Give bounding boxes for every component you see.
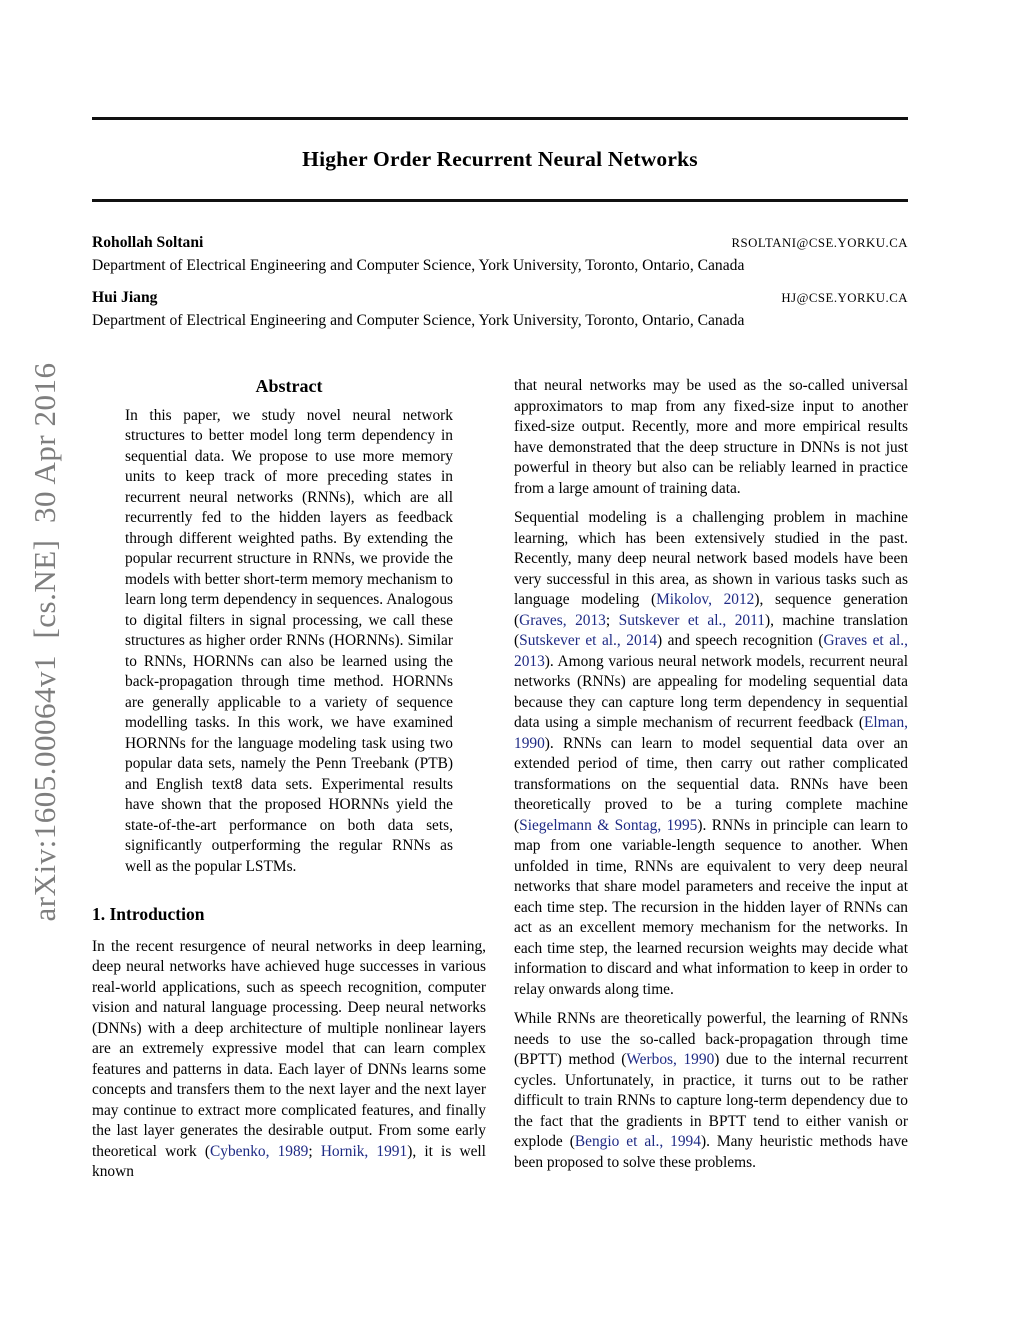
text-run: ), it is well known <box>92 1142 486 1180</box>
text-run: In this paper, we study novel neural network structures to better model long term dependency in sequential data. We propose to use more memory units to keep track of more preceding states in recurrent neural networks (RNNs), which are all recurrently fed to the hidden layers as feedback through different weighted paths. By extending the popular recurrent structure in RNNs, we provide the models with better short-term memory mechanism to learn long term dependency in sequences. Analogous to digital filters in signal processing, we call these structures as higher order RNNs (HORNNs). Similar to RNNs, HORNNs can also be learned using the back-propagation through time method. HORNNs are generally applicable to a variety of sequence modelling tasks. In this work, we have examined HORNNs for the language modeling task using two popular data sets, namely the Penn Treebank (PTB) and English text8 data sets. Experimental results have shown that the proposed HORNNs yield the state-of-the-art performance on both data sets, significantly outperforming the regular RNNs as well as the popular LSTMs. <box>125 406 453 875</box>
text-run: ). Among various neural network models, recurrent neural networks (RNNs) are appealing for modeling sequential data because they can capture long term dependency in sequential data using a simple mechanism of recurrent feedback ( <box>514 652 908 731</box>
citation-link[interactable]: Bengio et al., 1994 <box>574 1133 701 1150</box>
author-affiliation: Department of Electrical Engineering and Computer Science, York University, Toronto, Ontario, Canada <box>92 312 745 329</box>
text-run: ; <box>308 1142 321 1160</box>
paragraph <box>125 406 453 878</box>
author-name: Rohollah Soltani <box>92 234 204 251</box>
citation-link[interactable]: Siegelmann & Sontag, 1995 <box>519 816 698 834</box>
citation-link[interactable]: Graves, 2013 <box>519 611 606 629</box>
text-run: ). RNNs in principle can learn to map from one variable-length sequence to another. When unfolded in time, RNNs are equivalent to very deep neural networks that share model parameters and receive the input at each time step. The recursion in the hidden layer of RNNs can act as an excellent memory mechanism for the networks. In each time step, the learned recursion weights may decide what information to discard and what information to keep in order to relay onwards along time. <box>514 816 909 998</box>
arxiv-watermark: arXiv:1605.00064v1 [cs.NE] 30 Apr 2016 <box>27 362 62 922</box>
text-run: While RNNs are theoretically powerful, the learning of RNNs needs to use the so-called back-propagation through time (BPTT) method ( <box>514 1010 908 1068</box>
author-affiliation: Department of Electrical Engineering and Computer Science, York University, Toronto, Ontario, Canada <box>92 257 745 274</box>
abstract-text <box>92 406 486 878</box>
author-name: Hui Jiang <box>92 289 158 306</box>
title-rule-bottom <box>92 199 908 202</box>
author-group <box>92 289 908 330</box>
text-run: Sequential modeling is a challenging problem in machine learning, which has been extensively studied in the past. Recently, many deep neural network based models have been very successful in this area, as shown in various tasks such as language modeling ( <box>514 509 908 608</box>
text-run: ), sequence generation ( <box>514 591 908 629</box>
right-column-text <box>514 376 908 1173</box>
abstract-heading: Abstract <box>255 376 323 396</box>
paper-content <box>92 0 908 1183</box>
text-run: ). Many heuristic methods have been proposed to solve these problems. <box>514 1133 908 1171</box>
text-run: ), machine translation ( <box>514 611 908 649</box>
citation-link[interactable]: Sutskever et al., 2014 <box>519 632 658 649</box>
text-run: that neural networks may be used as the so-called universal approximators to map from any fixed-size input to another fixed-size output. Recently, more and more empirical results have demonstrated that the deep structure in DNNs is not just powerful in theory but also can be reliably learned in practice from a large amount of training data. <box>514 377 908 497</box>
text-run: ; <box>605 611 619 629</box>
paper-title: Higher Order Recurrent Neural Networks <box>302 147 698 171</box>
two-column-body <box>92 376 908 1183</box>
citation-link[interactable]: Cybenko, 1989 <box>210 1142 309 1160</box>
paragraph <box>514 376 908 499</box>
left-column <box>92 376 486 1183</box>
text-run: ). RNNs can learn to model sequential data over an extended period of time, then carry out rather complicated transformations on the sequential data. RNNs have been theoretically proved to be a turing complete machine ( <box>514 734 908 834</box>
paragraph <box>514 508 908 1000</box>
author-row <box>92 289 908 307</box>
text-run: ) and speech recognition ( <box>657 632 824 649</box>
citation-link[interactable]: Graves et al., 2013 <box>514 632 909 670</box>
citation-link[interactable]: Sutskever et al., 2011 <box>618 611 765 629</box>
paragraph <box>92 937 486 1183</box>
introduction-text <box>92 937 486 1183</box>
citation-link[interactable]: Werbos, 1990 <box>626 1051 715 1068</box>
author-email: HJ@CSE.YORKU.CA <box>781 291 908 305</box>
right-column <box>514 376 908 1183</box>
section-heading-introduction: 1. Introduction <box>92 904 205 924</box>
text-run: In the recent resurgence of neural networks in deep learning, deep neural networks have achieved huge successes in various real-world applications, such as speech recognition, computer vision and natural language processing. Deep neural networks (DNNs) with a deep architecture of multiple nonlinear layers are an extremely expressive model that can learn complex features and patterns in data. Each layer of DNNs learns some concepts and transfers them to the next layer and the next layer may continue to extract more complicated features, and finally the last layer generates the desirable output. From some early theoretical work ( <box>92 937 486 1160</box>
citation-link[interactable]: Elman, 1990 <box>514 714 908 752</box>
citation-link[interactable]: Mikolov, 2012 <box>656 591 755 608</box>
citation-link[interactable]: Hornik, 1991 <box>320 1142 408 1160</box>
text-run: ) due to the internal recurrent cycles. Unfortunately, in practice, it turns out to be rather difficult to train RNNs to capture long-term dependency due to the fact that the gradients in BPTT tend to either vanish or explode ( <box>514 1051 908 1150</box>
author-block <box>92 234 908 330</box>
author-row <box>92 234 908 252</box>
paragraph <box>514 1009 908 1173</box>
author-email: RSOLTANI@CSE.YORKU.CA <box>731 236 908 250</box>
author-group <box>92 234 908 275</box>
